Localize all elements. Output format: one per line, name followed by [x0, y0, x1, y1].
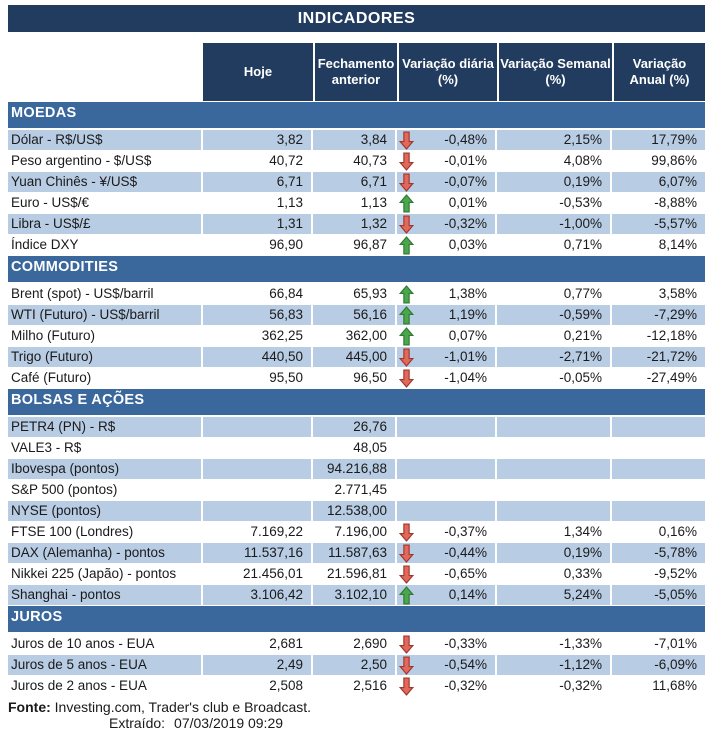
cell-variacao-diaria: [397, 235, 497, 255]
cell-variacao-semanal: 1,34%: [497, 522, 612, 542]
column-header-hoje: [203, 43, 313, 101]
cell-variacao-anual: 99,86%: [651, 153, 697, 168]
cell-variacao-anual: -7,01%: [654, 636, 697, 651]
variacao-diaria-value: -1,01%: [444, 349, 487, 364]
page-title: INDICADORES: [8, 5, 705, 32]
cell-variacao-diaria: [397, 564, 497, 584]
cell-variacao-diaria: [397, 193, 497, 213]
cell-variacao-semanal: 0,71%: [497, 235, 612, 255]
row-label: NYSE (pontos): [8, 501, 203, 521]
cell-variacao-anual: 6,07%: [612, 172, 705, 192]
cell-variacao-anual: [612, 501, 705, 521]
variacao-diaria-value: -0,65%: [444, 566, 487, 581]
cell-variacao-anual: -6,09%: [612, 655, 705, 675]
row-label: S&P 500 (pontos): [8, 480, 203, 500]
arrow-down-icon: [398, 214, 414, 234]
cell-hoje: 96,90: [203, 235, 313, 255]
cell-fechamento-anterior: 48,05: [313, 438, 397, 458]
cell-variacao-diaria: [397, 480, 497, 500]
cell-fechamento-anterior: 7.196,00: [313, 522, 397, 542]
table-row: [8, 543, 705, 564]
cell-variacao-diaria: [397, 151, 497, 171]
cell-variacao-diaria: [397, 438, 497, 458]
variacao-diaria-value: 0,14%: [448, 587, 487, 602]
table-row: [8, 284, 705, 305]
cell-variacao-semanal: -0,53%: [497, 193, 612, 213]
variacao-diaria-value: -0,48%: [444, 132, 487, 147]
row-label: Trigo (Futuro): [8, 347, 203, 367]
arrow-up-icon: [398, 585, 414, 605]
cell-variacao-diaria: [397, 634, 497, 654]
cell-variacao-anual: -12,18%: [646, 328, 697, 343]
column-header-text: (%): [545, 72, 566, 87]
cell-variacao-semanal: -0,59%: [497, 305, 612, 325]
source-line: [8, 699, 705, 715]
cell-hoje: 2,508: [203, 676, 313, 696]
source-text: Investing.com, Trader's club e Broadcast.: [50, 699, 312, 715]
cell-variacao-diaria: [397, 368, 497, 388]
variacao-diaria-value: -0,01%: [444, 153, 487, 168]
cell-variacao-anual: -5,78%: [612, 543, 705, 563]
source-label: Fonte:: [8, 699, 51, 715]
row-label: Café (Futuro): [8, 368, 203, 388]
cell-variacao-anual: -8,88%: [654, 195, 697, 210]
extracted-timestamp: 07/03/2019 09:29: [174, 715, 284, 731]
row-label: Shanghai - pontos: [8, 585, 203, 605]
row-label: Dólar - R$/US$: [8, 130, 203, 150]
variacao-diaria-value: 0,03%: [448, 237, 487, 252]
row-label: Milho (Futuro): [8, 326, 203, 346]
row-label: Brent (spot) - US$/barril: [8, 284, 203, 304]
cell-variacao-semanal: -1,00%: [497, 214, 612, 234]
variacao-diaria-value: -0,33%: [444, 636, 487, 651]
cell-hoje: 7.169,22: [203, 522, 313, 542]
cell-variacao-diaria: [397, 172, 497, 192]
row-label: Índice DXY: [8, 235, 203, 255]
arrow-down-icon: [398, 634, 414, 654]
arrow-down-icon: [398, 151, 414, 171]
cell-variacao-diaria: [397, 522, 497, 542]
column-header-text: Fechamento: [317, 56, 395, 71]
table-row: [8, 347, 705, 368]
cell-hoje: 11.537,16: [203, 543, 313, 563]
row-label: Peso argentino - $/US$: [8, 151, 203, 171]
cell-hoje: 440,50: [203, 347, 313, 367]
column-headers: [8, 43, 705, 101]
cell-fechamento-anterior: 3,84: [313, 130, 397, 150]
cell-variacao-semanal: -0,05%: [497, 368, 612, 388]
variacao-diaria-value: -0,44%: [444, 545, 487, 560]
cell-fechamento-anterior: 445,00: [313, 347, 397, 367]
cell-variacao-anual: -27,49%: [646, 370, 697, 385]
cell-fechamento-anterior: 96,50: [313, 368, 397, 388]
row-label: VALE3 - R$: [8, 438, 203, 458]
row-label: WTI (Futuro) - US$/barril: [8, 305, 203, 325]
table-row: [8, 417, 705, 438]
cell-hoje: 66,84: [203, 284, 313, 304]
variacao-diaria-value: 0,07%: [448, 328, 487, 343]
cell-variacao-anual: -21,72%: [612, 347, 705, 367]
column-header-variacao-anual: [612, 43, 705, 101]
cell-hoje: [203, 438, 313, 458]
row-label: Yuan Chinês - ¥/US$: [8, 172, 203, 192]
cell-variacao-diaria: [397, 459, 497, 479]
cell-hoje: 3.106,42: [203, 585, 313, 605]
column-header-text: (%): [437, 72, 459, 87]
variacao-diaria-value: 1,19%: [448, 307, 487, 322]
cell-variacao-diaria: [397, 417, 497, 437]
cell-hoje: 2,49: [203, 655, 313, 675]
table-footer: [8, 699, 705, 731]
cell-variacao-diaria: [397, 305, 497, 325]
cell-variacao-semanal: -2,71%: [497, 347, 612, 367]
cell-variacao-anual: 3,58%: [658, 286, 697, 301]
cell-variacao-anual: 8,14%: [658, 237, 697, 252]
cell-hoje: [203, 459, 313, 479]
cell-fechamento-anterior: 6,71: [313, 172, 397, 192]
variacao-diaria-value: -0,07%: [444, 174, 487, 189]
cell-variacao-semanal: [497, 501, 612, 521]
cell-variacao-anual: [612, 459, 705, 479]
cell-hoje: 95,50: [203, 368, 313, 388]
cell-variacao-diaria: [397, 214, 497, 234]
row-label: Nikkei 225 (Japão) - pontos: [8, 564, 203, 584]
cell-variacao-diaria: [397, 284, 497, 304]
cell-fechamento-anterior: 362,00: [313, 326, 397, 346]
cell-variacao-semanal: 2,15%: [497, 130, 612, 150]
cell-fechamento-anterior: 26,76: [313, 417, 397, 437]
arrow-down-icon: [398, 543, 414, 563]
arrow-down-icon: [398, 368, 414, 388]
section-header-juros: JUROS: [8, 606, 705, 632]
table-row: [8, 172, 705, 193]
column-header-variacao-diaria: [397, 43, 497, 101]
cell-fechamento-anterior: 2,50: [313, 655, 397, 675]
row-label: Juros de 2 anos - EUA: [8, 676, 203, 696]
row-label: Ibovespa (pontos): [8, 459, 203, 479]
arrow-down-icon: [398, 655, 414, 675]
table-row: [8, 501, 705, 522]
cell-variacao-diaria: [397, 655, 497, 675]
cell-variacao-semanal: 0,21%: [497, 326, 612, 346]
cell-variacao-diaria: [397, 543, 497, 563]
cell-fechamento-anterior: 56,16: [313, 305, 397, 325]
table-row: [8, 214, 705, 235]
cell-variacao-anual: -5,05%: [612, 585, 705, 605]
column-header-text: Anual (%): [629, 72, 690, 87]
header-spacer: [8, 43, 203, 101]
column-header-text: Variação Semanal: [500, 56, 611, 71]
table-row: [8, 326, 705, 347]
cell-fechamento-anterior: 1,32: [313, 214, 397, 234]
variacao-diaria-value: -0,32%: [444, 216, 487, 231]
table-row: [8, 634, 705, 655]
cell-variacao-semanal: 0,19%: [497, 543, 612, 563]
cell-variacao-semanal: 0,33%: [497, 564, 612, 584]
cell-variacao-semanal: -0,32%: [497, 676, 612, 696]
column-header-text: Variação: [632, 56, 687, 71]
cell-fechamento-anterior: 2,690: [313, 634, 397, 654]
cell-variacao-semanal: 5,24%: [497, 585, 612, 605]
cell-fechamento-anterior: 2.771,45: [313, 480, 397, 500]
row-label: PETR4 (PN) - R$: [8, 417, 203, 437]
arrow-down-icon: [398, 172, 414, 192]
column-header-text: anterior: [331, 72, 381, 87]
arrow-down-icon: [398, 676, 414, 696]
table-row: [8, 368, 705, 389]
arrow-down-icon: [398, 130, 414, 150]
cell-variacao-semanal: 0,19%: [497, 172, 612, 192]
cell-variacao-anual: [612, 438, 705, 458]
cell-fechamento-anterior: 94.216,88: [313, 459, 397, 479]
cell-variacao-semanal: 0,77%: [497, 284, 612, 304]
table-row: [8, 151, 705, 172]
table-row: [8, 235, 705, 256]
cell-hoje: 362,25: [203, 326, 313, 346]
cell-fechamento-anterior: 65,93: [313, 284, 397, 304]
cell-hoje: 21.456,01: [203, 564, 313, 584]
cell-hoje: [203, 417, 313, 437]
row-label: Libra - US$/£: [8, 214, 203, 234]
column-header-fechamento-anterior: [313, 43, 397, 101]
cell-fechamento-anterior: 2,516: [313, 676, 397, 696]
column-header-text: Hoje: [243, 64, 273, 79]
extracted-line: [8, 715, 705, 731]
cell-variacao-semanal: [497, 480, 612, 500]
cell-variacao-diaria: [397, 676, 497, 696]
cell-fechamento-anterior: 11.587,63: [313, 543, 397, 563]
cell-variacao-semanal: -1,12%: [497, 655, 612, 675]
cell-fechamento-anterior: 3.102,10: [313, 585, 397, 605]
cell-variacao-semanal: [497, 438, 612, 458]
cell-fechamento-anterior: 21.596,81: [313, 564, 397, 584]
variacao-diaria-value: 0,01%: [448, 195, 487, 210]
table-row: [8, 438, 705, 459]
table-row: [8, 655, 705, 676]
arrow-up-icon: [398, 284, 414, 304]
cell-variacao-anual: [612, 480, 705, 500]
cell-hoje: 40,72: [203, 151, 313, 171]
indicators-table: [8, 102, 705, 697]
arrow-up-icon: [398, 193, 414, 213]
cell-variacao-anual: -9,52%: [654, 566, 697, 581]
cell-hoje: [203, 501, 313, 521]
table-row: [8, 522, 705, 543]
row-label: DAX (Alemanha) - pontos: [8, 543, 203, 563]
cell-hoje: 1,13: [203, 193, 313, 213]
cell-variacao-anual: 0,16%: [658, 524, 697, 539]
cell-hoje: 1,31: [203, 214, 313, 234]
arrow-down-icon: [398, 564, 414, 584]
cell-variacao-diaria: [397, 326, 497, 346]
cell-hoje: 6,71: [203, 172, 313, 192]
cell-variacao-anual: 17,79%: [612, 130, 705, 150]
cell-hoje: 56,83: [203, 305, 313, 325]
cell-variacao-semanal: -1,33%: [497, 634, 612, 654]
table-row: [8, 585, 705, 606]
table-row: [8, 480, 705, 501]
table-row: [8, 676, 705, 697]
cell-variacao-diaria: [397, 347, 497, 367]
table-row: [8, 459, 705, 480]
table-row: [8, 564, 705, 585]
cell-variacao-diaria: [397, 501, 497, 521]
cell-variacao-anual: -7,29%: [612, 305, 705, 325]
row-label: Euro - US$/€: [8, 193, 203, 213]
cell-fechamento-anterior: 96,87: [313, 235, 397, 255]
variacao-diaria-value: -0,32%: [444, 678, 487, 693]
cell-variacao-diaria: [397, 130, 497, 150]
variacao-diaria-value: -0,37%: [444, 524, 487, 539]
arrow-up-icon: [398, 305, 414, 325]
cell-variacao-anual: -5,57%: [612, 214, 705, 234]
section-header-bolsas-e-acoes: BOLSAS E AÇÕES: [8, 389, 705, 415]
table-row: [8, 305, 705, 326]
section-header-moedas: MOEDAS: [8, 102, 705, 128]
section-header-commodities: COMMODITIES: [8, 256, 705, 282]
column-header-text: Variação diária: [402, 56, 494, 71]
extracted-label: Extraído:: [109, 715, 166, 731]
cell-variacao-diaria: [397, 585, 497, 605]
cell-variacao-anual: 11,68%: [652, 678, 697, 693]
column-header-variacao-semanal: [497, 43, 612, 101]
cell-variacao-semanal: [497, 459, 612, 479]
cell-fechamento-anterior: 12.538,00: [313, 501, 397, 521]
variacao-diaria-value: 1,38%: [448, 286, 487, 301]
arrow-down-icon: [398, 522, 414, 542]
table-row: [8, 130, 705, 151]
arrow-up-icon: [398, 235, 414, 255]
cell-hoje: 3,82: [203, 130, 313, 150]
cell-variacao-semanal: 4,08%: [497, 151, 612, 171]
row-label: Juros de 10 anos - EUA: [8, 634, 203, 654]
cell-fechamento-anterior: 40,73: [313, 151, 397, 171]
arrow-down-icon: [398, 347, 414, 367]
cell-hoje: 2,681: [203, 634, 313, 654]
variacao-diaria-value: -1,04%: [444, 370, 487, 385]
cell-hoje: [203, 480, 313, 500]
cell-variacao-semanal: [497, 417, 612, 437]
table-row: [8, 193, 705, 214]
cell-variacao-anual: [612, 417, 705, 437]
cell-fechamento-anterior: 1,13: [313, 193, 397, 213]
arrow-up-icon: [398, 326, 414, 346]
row-label: Juros de 5 anos - EUA: [8, 655, 203, 675]
variacao-diaria-value: -0,54%: [444, 657, 487, 672]
row-label: FTSE 100 (Londres): [8, 522, 203, 542]
